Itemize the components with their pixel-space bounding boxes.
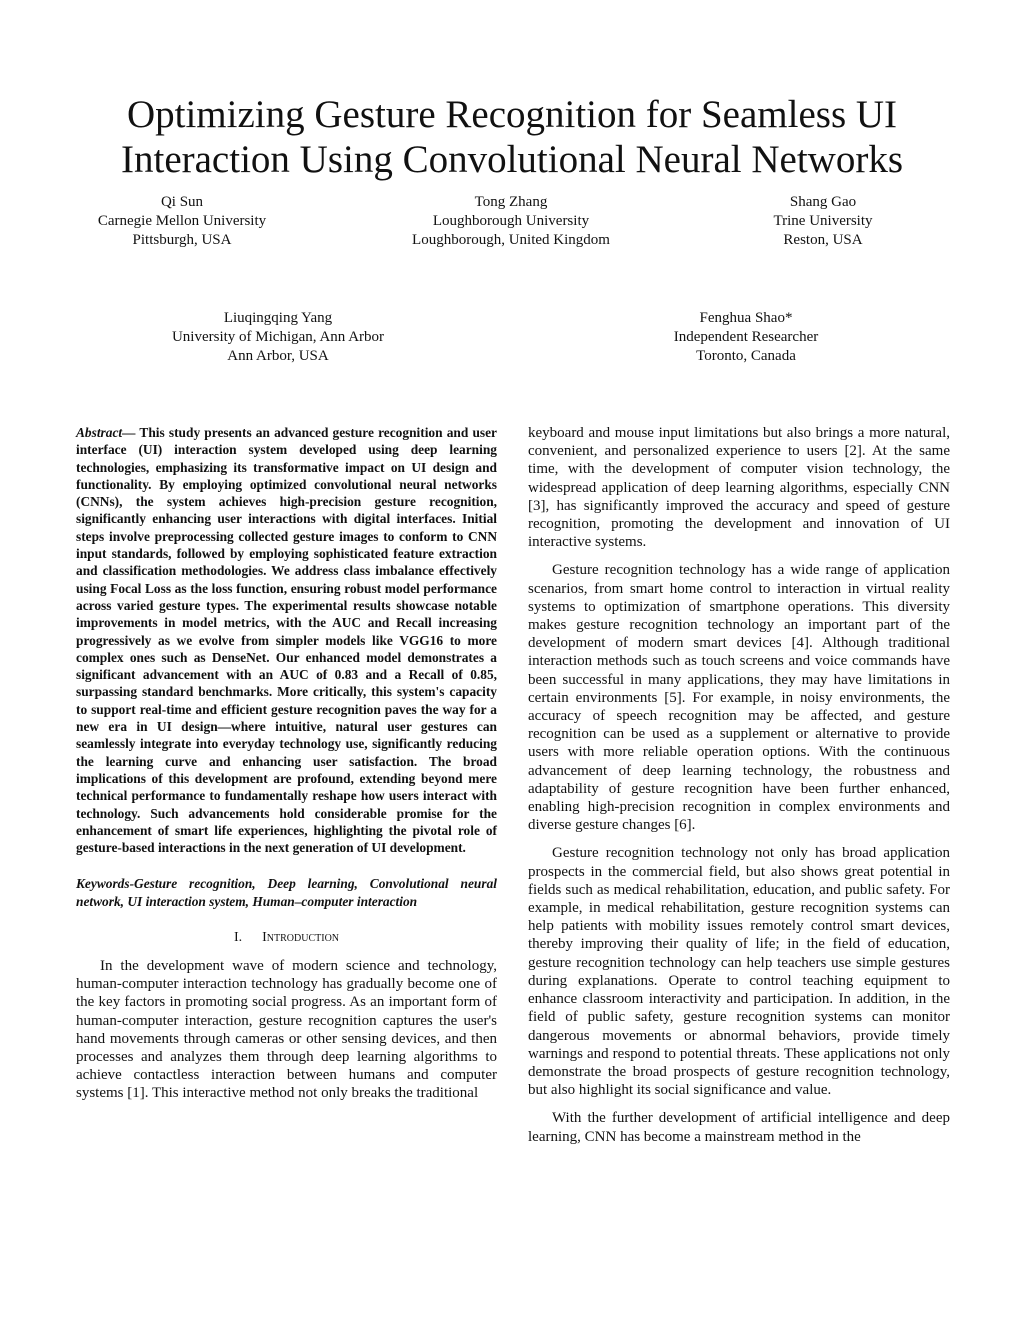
intro-paragraph-1-continued: keyboard and mouse input limitations but also brings a more natural, convenient, and personalized experience to users [2]. At the same time, with the development of computer vision technology, the widespread application of deep learning algorithms, especially CNN [3], has significantly improved the accuracy and speed of gesture recognition, promoting the development and innovation of UI interactive systems. xyxy=(528,425,950,551)
author-block xyxy=(52,193,312,250)
abstract xyxy=(76,424,497,856)
intro-paragraph-1: In the development wave of modern science and technology, human-computer interaction technology has gradually become one of the key factors in promoting social progress. As an important form of human-computer interaction, gesture recognition captures the user's hand movements through cameras or other sensing devices, and then processes and analyzes them through deep learning algorithms to achieve contactless interaction between humans and computer systems [1]. This interactive method not only breaks the traditional xyxy=(76,958,497,1102)
left-column xyxy=(76,424,497,1103)
intro-paragraph-4: With the further development of artificial intelligence and deep learning, CNN has become a mainstream method in the xyxy=(528,1110,950,1145)
section-heading xyxy=(76,929,497,947)
author-affiliation: Carnegie Mellon University xyxy=(97,213,267,229)
section-title: Introduction xyxy=(262,930,340,946)
author-affiliation: Trine University xyxy=(773,213,873,229)
author-location: Toronto, Canada xyxy=(696,348,796,364)
abstract-label: Abstract— xyxy=(76,425,136,440)
author-affiliation: Independent Researcher xyxy=(673,329,819,345)
author-location: Ann Arbor, USA xyxy=(227,348,329,364)
author-location: Pittsburgh, USA xyxy=(132,232,232,248)
author-name: Shang Gao xyxy=(789,194,857,210)
section-number: I. xyxy=(233,930,243,946)
right-column xyxy=(528,424,950,1146)
author-block xyxy=(148,309,408,366)
author-block xyxy=(616,309,876,366)
author-name: Tong Zhang xyxy=(474,194,548,210)
intro-paragraph-3: Gesture recognition technology not only has broad application prospects in the commercial field, but also shows great potential in fields such as medical rehabilitation, education, and public safety. For example, in medical rehabilitation, gesture recognition systems can help patients with mobility issues remotely control smart devices, thereby improving their quality of life; in the field of education, gesture recognition technology can help teachers use simple gestures during explanations. Operate to control teaching equipment to enhance classroom interactivity and participation. In addition, in the field of public safety, gesture recognition systems can monitor dangerous movements or abnormal behaviors, provide timely warnings and respond to potential threats. These applications not only demonstrate the broad prospects of gesture recognition technology, but also highlight its social significance and value. xyxy=(528,845,950,1099)
author-name: Qi Sun xyxy=(160,194,204,210)
author-affiliation: Loughborough University xyxy=(432,213,590,229)
intro-paragraph-2: Gesture recognition technology has a wide range of application scenarios, from smart home control to interaction in virtual reality systems to optimization of smartphone operations. This diversity makes gesture recognition technology an important part of the development of modern smart devices [4]. Although traditional interaction methods such as touch screens and voice commands have been successful in many applications, they may have limitations in certain environments [5]. For example, in noisy environments, the accuracy of speech recognition may be affected, and gesture recognition can be used as a supplement or alternative to provide users with more reliable operation options. With the continuous advancement of deep learning technology, the robustness and adaptability of gesture recognition have been further enhanced, enabling high-precision recognition in complex environments and diverse gesture changes [6]. xyxy=(528,562,950,834)
author-name: Liuqingqing Yang xyxy=(223,310,333,326)
author-block xyxy=(381,193,641,250)
keywords: Keywords-Gesture recognition, Deep learning, Convolutional neural network, UI interaction system, Human–computer interaction xyxy=(76,876,497,909)
author-affiliation: University of Michigan, Ann Arbor xyxy=(171,329,385,345)
title-line-2: Interaction Using Convolutional Neural Networks xyxy=(121,138,903,181)
author-location: Reston, USA xyxy=(783,232,863,248)
title-line-1: Optimizing Gesture Recognition for Seamless UI xyxy=(126,93,898,136)
author-location: Loughborough, United Kingdom xyxy=(412,232,610,248)
author-block xyxy=(693,193,953,250)
author-name: Fenghua Shao* xyxy=(699,310,793,326)
paper-title xyxy=(0,92,1024,182)
abstract-text: This study presents an advanced gesture recognition and user interface (UI) interaction system developed using deep learning technologies, emphasizing its transformative impact on UI design and functionality. By employing optimized convolutional neural networks (CNNs), the system achieves high-precision gesture recognition, significantly enhancing user interactions with digital interfaces. Initial steps involve preprocessing collected gesture images to conform to CNN input standards, followed by employing sophisticated feature extraction and classification methodologies. We address class imbalance effectively using Focal Loss as the loss function, ensuring robust model performance across varied gesture types. The experimental results showcase notable improvements in model metrics, with the AUC and Recall increasing progressively as we evolve from simpler models like VGG16 to more complex ones such as DenseNet. Our enhanced model demonstrates a significant advancement with an AUC of 0.83 and a Recall of 0.85, surpassing standard benchmarks. More critically, this system's capacity to support real-time and efficient gesture recognition paves the way for a new era in UI design—where intuitive, natural user gestures can seamlessly integrate into everyday technology use, significantly reducing the learning curve and enhancing user satisfaction. The broad implications of this development are profound, extending beyond mere technical performance to fundamentally reshape how users interact with technology. Such advancements hold considerable promise for the enhancement of smart life experiences, highlighting the pivotal role of gesture-based interactions in the next generation of UI development. xyxy=(76,425,497,856)
